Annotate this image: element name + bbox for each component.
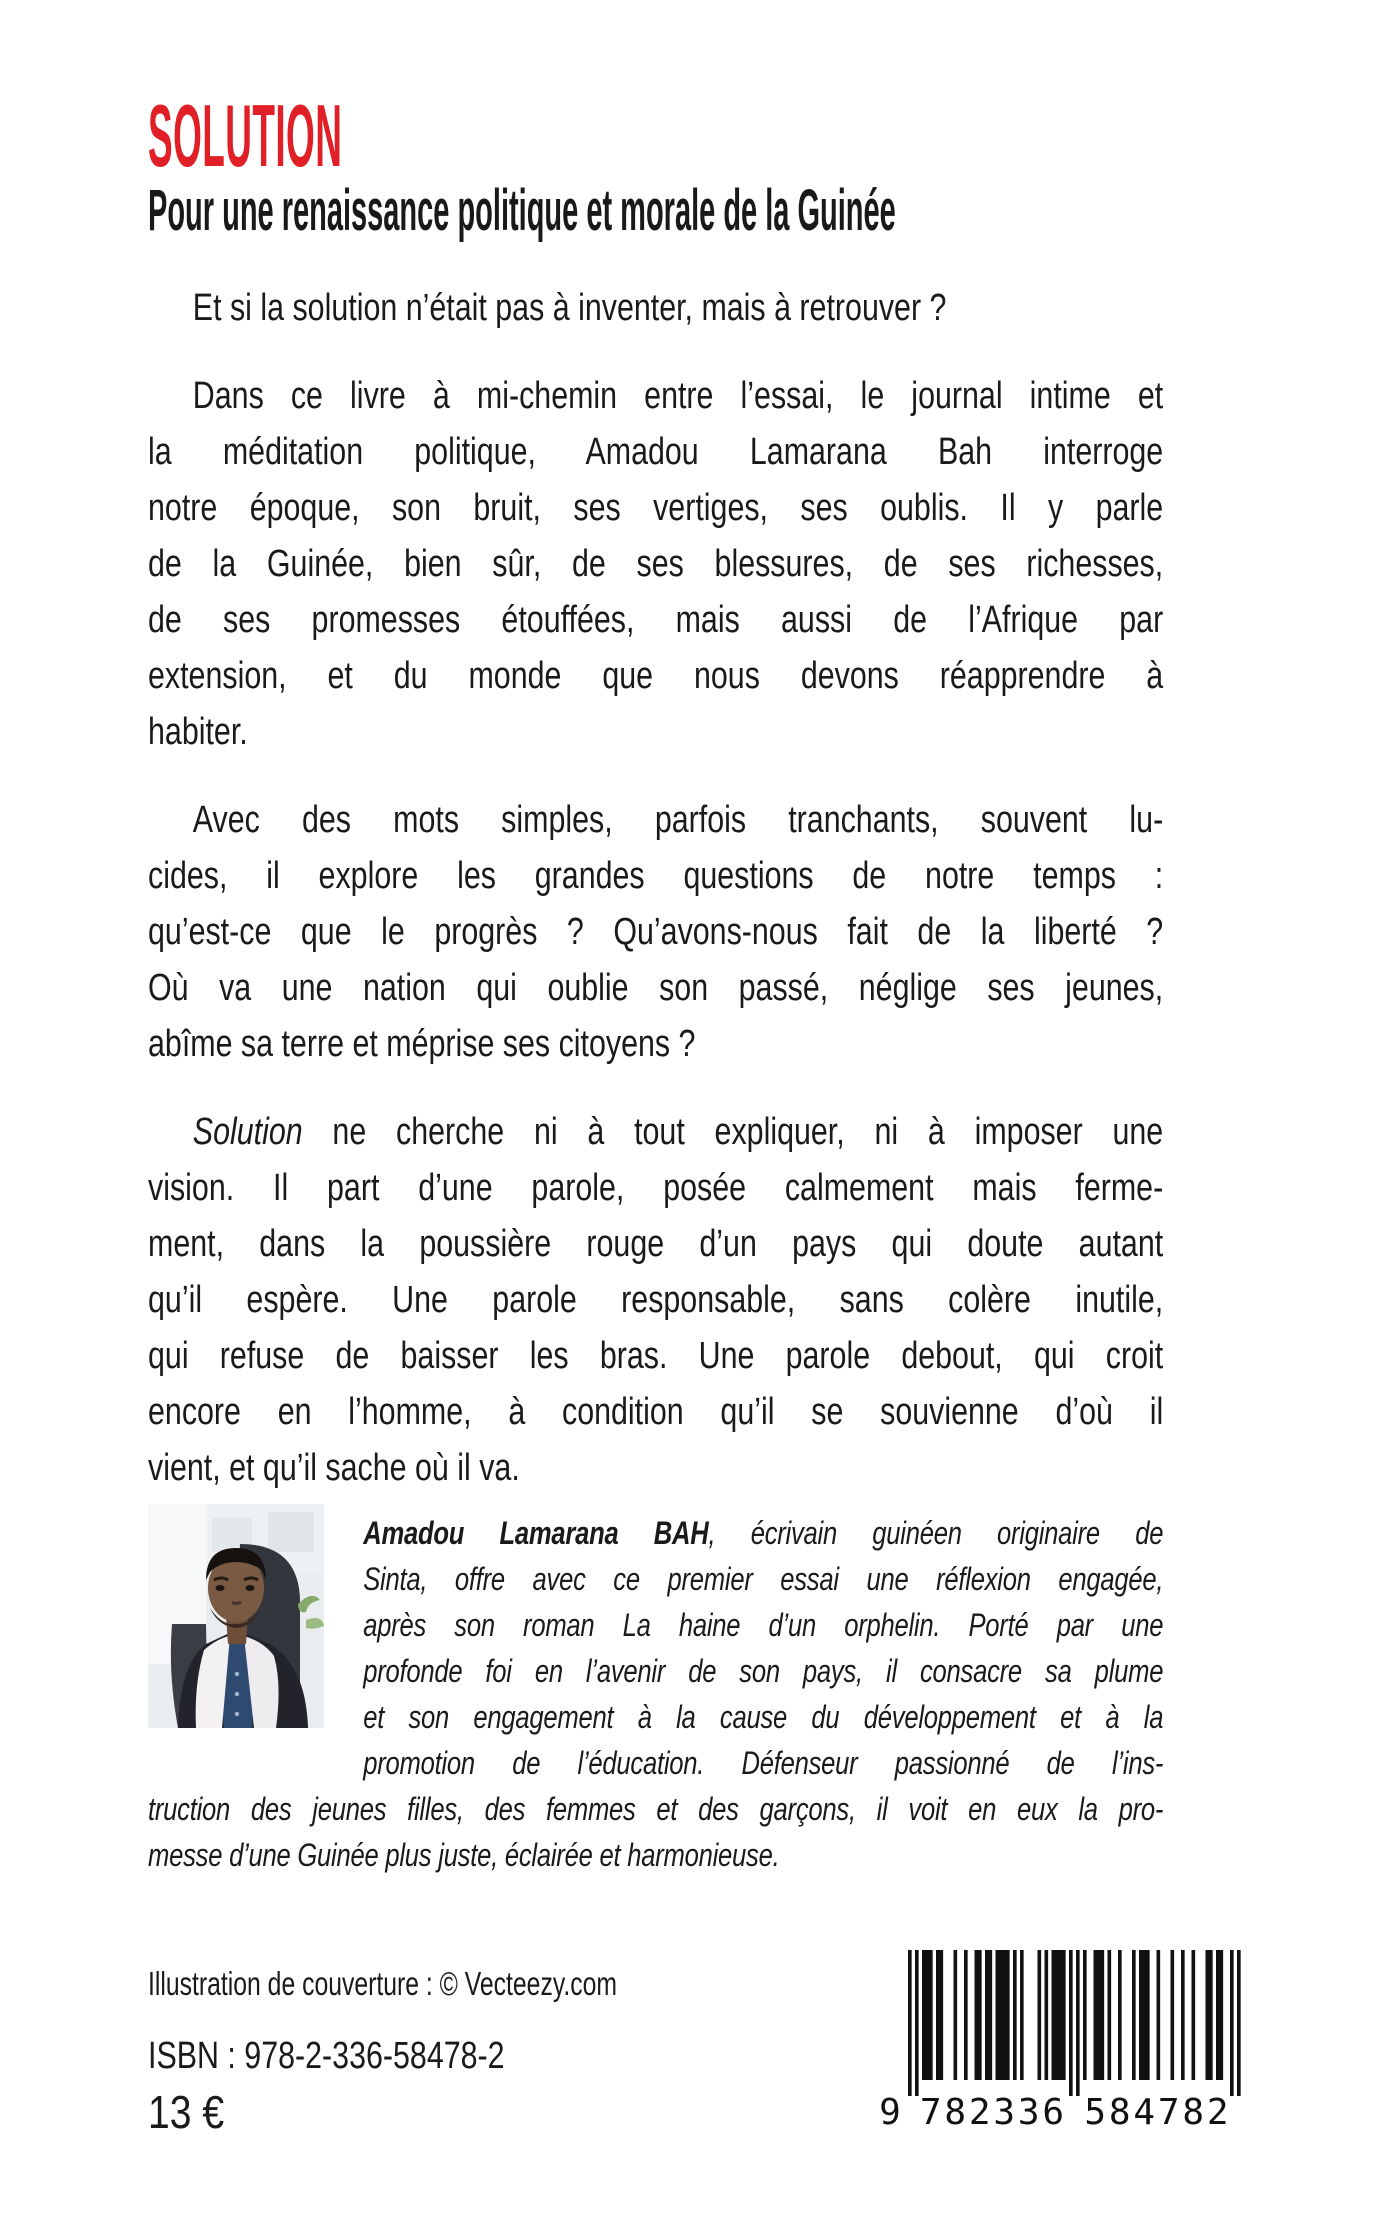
barcode-digit: 8 (944, 2092, 967, 2130)
text-line: Sinta, offre avec ce premier essai une réflexion engagée, (363, 1561, 1164, 1597)
text-line: qu’est-ce que le progrès ? Qu’avons-nous fait de la liberté ? (148, 911, 1164, 953)
text-line: qui refuse de baisser les bras. Une parole debout, qui croit (148, 1335, 1164, 1377)
text-line: qu’il espère. Une parole responsable, sans colère inutile, (148, 1279, 1164, 1321)
text-line: cides, il explore les grandes questions de notre temps : (148, 855, 1164, 897)
text-line: de la Guinée, bien sûr, de ses blessures, de ses richesses, (148, 543, 1164, 585)
book-title-text: SOLUTION (148, 86, 343, 185)
text-line: vision. Il part d’une parole, posée calmement mais ferme- (148, 1167, 1164, 1209)
barcode-digit: 2 (968, 2092, 991, 2130)
text-line: vient, et qu’il sache où il va. (148, 1447, 520, 1489)
synopsis-paragraph (148, 792, 1163, 1072)
barcode-digit: 9 (879, 2092, 901, 2130)
illustration-credit: Illustration de couverture : © Vecteezy.com (148, 1965, 617, 2002)
text-line: après son roman La haine d’un orphelin. Porté par une (363, 1607, 1164, 1643)
price-text: 13 € (148, 2086, 225, 2138)
book-subtitle (148, 180, 1163, 242)
text-line: la méditation politique, Amadou Lamarana Bah interroge (148, 431, 1164, 473)
text-line: promotion de l’éducation. Défenseur passionné de l’ins- (363, 1745, 1164, 1781)
hook-line: Et si la solution n’était pas à inventer, mais à retrouver ? (192, 287, 947, 329)
text-line: encore en l’homme, à condition qu’il se souvienne d’où il (148, 1391, 1164, 1433)
synopsis-paragraph (148, 1104, 1163, 1496)
barcode-digit: 2 (1206, 2092, 1229, 2130)
text-line: messe d’une Guinée plus juste, éclairée et harmonieuse. (148, 1837, 780, 1873)
author-photo (148, 1504, 324, 1728)
text-line: abîme sa terre et méprise ses citoyens ? (148, 1023, 696, 1065)
barcode-digit: 5 (1084, 2092, 1107, 2130)
text-line: Où va une nation qui oublie son passé, néglige ses jeunes, (148, 967, 1164, 1009)
synopsis-paragraph (148, 368, 1163, 760)
isbn-text: ISBN : 978-2-336-58478-2 (148, 2035, 505, 2077)
text-line: ment, dans la poussière rouge d’un pays qui doute autant (148, 1223, 1164, 1265)
text-line: profonde foi en l’avenir de son pays, il consacre sa plume (363, 1653, 1164, 1689)
text-line: Avec des mots simples, parfois tranchants, souvent lu- (192, 799, 1164, 841)
text-line: Amadou Lamarana BAH, écrivain guinéen originaire de (363, 1515, 1164, 1551)
barcode-digit: 7 (1157, 2092, 1180, 2130)
barcode-digit: 6 (1042, 2092, 1065, 2130)
book-title (148, 86, 1163, 185)
text-line: Solution ne cherche ni à tout expliquer, ni à imposer une (192, 1111, 1164, 1153)
text-line: et son engagement à la cause du développement et à la (363, 1699, 1164, 1735)
book-subtitle-text: Pour une renaissance politique et morale de la Guinée (148, 178, 896, 243)
barcode-digit: 3 (1017, 2092, 1040, 2130)
text-line: notre époque, son bruit, ses vertiges, ses oublis. Il y parle (148, 487, 1164, 529)
text-line: truction des jeunes filles, des femmes et des garçons, il voit en eux la pro- (148, 1791, 1164, 1827)
barcode-digit: 8 (1182, 2092, 1205, 2130)
barcode-digit: 8 (1108, 2092, 1131, 2130)
barcode-digit: 7 (919, 2092, 942, 2130)
barcode-digit: 3 (993, 2092, 1016, 2130)
text-line: habiter. (148, 711, 248, 753)
text-line: de ses promesses étouffées, mais aussi de l’Afrique par (148, 599, 1164, 641)
barcode-digit: 4 (1133, 2092, 1156, 2130)
text-line: Dans ce livre à mi-chemin entre l’essai, le journal intime et (192, 375, 1164, 417)
ean13-barcode (878, 1948, 1258, 2130)
text-line: extension, et du monde que nous devons réapprendre à (148, 655, 1164, 697)
